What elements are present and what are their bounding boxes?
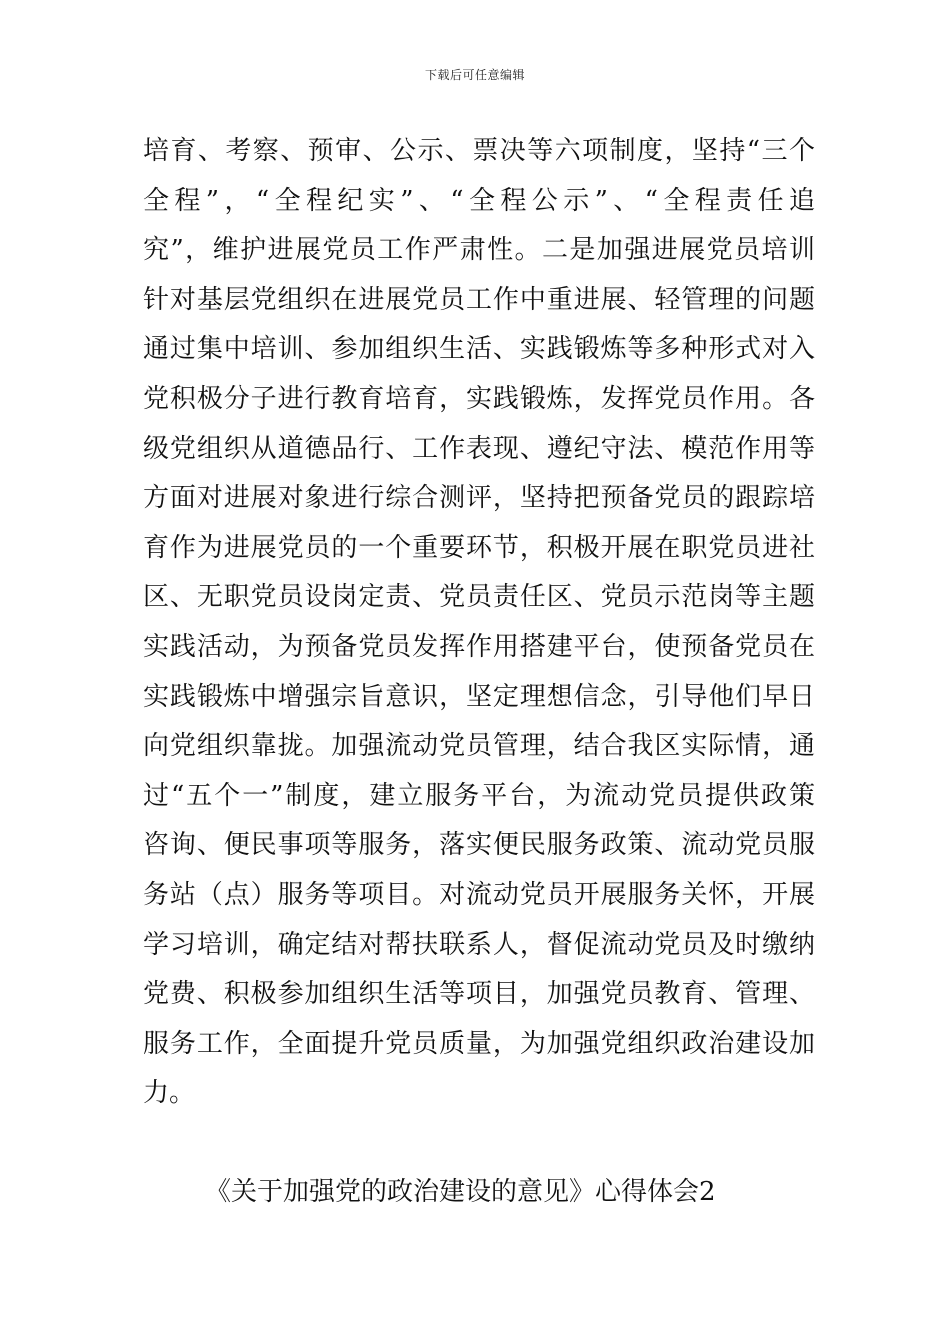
paragraph-line: 过“五个一”制度，建立服务平台，为流动党员提供政策 (143, 780, 815, 811)
paragraph-line: 力。 (143, 1078, 196, 1109)
paragraph-line: 方面对进展对象进行综合测评，坚持把预备党员的跟踪培 (143, 483, 815, 514)
paragraph-line: 培育、考察、预审、公示、票决等六项制度，坚持“三个 (143, 136, 815, 166)
paragraph-line: 学习培训，确定结对帮扶联系人，督促流动党员及时缴纳 (143, 929, 815, 960)
paragraph-line: 育作为进展党员的一个重要环节，积极开展在职党员进社 (143, 532, 815, 563)
section-title: 《关于加强党的政治建设的意见》心得体会2 (205, 1177, 716, 1207)
paragraph-line: 服务工作，全面提升党员质量，为加强党组织政治建设加 (143, 1028, 815, 1059)
paragraph-line: 务站（点）服务等项目。对流动党员开展服务关怀，开展 (143, 879, 815, 910)
paragraph-line: 究”，维护进展党员工作严肃性。二是加强进展党员培训 (143, 235, 815, 266)
paragraph-line: 级党组织从道德品行、工作表现、遵纪守法、模范作用等 (143, 433, 815, 464)
paragraph-line: 党积极分子进行教育培育，实践锻炼，发挥党员作用。各 (143, 383, 815, 414)
paragraph-line: 通过集中培训、参加组织生活、实践锻炼等多种形式对入 (143, 334, 815, 365)
page-header-note: 下载后可任意编辑 (424, 68, 525, 82)
paragraph-line: 党费、积极参加组织生活等项目，加强党员教育、管理、 (143, 979, 815, 1010)
paragraph-line: 区、无职党员设岗定责、党员责任区、党员示范岗等主题 (143, 582, 815, 613)
paragraph-line: 实践锻炼中增强宗旨意识，坚定理想信念，引导他们早日 (143, 681, 815, 712)
paragraph-line: 实践活动，为预备党员发挥作用搭建平台，使预备党员在 (143, 631, 815, 662)
paragraph-line: 向党组织靠拢。加强流动党员管理，结合我区实际情，通 (143, 731, 815, 762)
paragraph-line: 针对基层党组织在进展党员工作中重进展、轻管理的问题 (143, 284, 815, 315)
paragraph-line: 咨询、便民事项等服务，落实便民服务政策、流动党员服 (143, 830, 815, 861)
paragraph-line: 全程”，“全程纪实”、“全程公示”、“全程责任追 (143, 185, 815, 216)
body-paragraph (143, 127, 815, 1119)
